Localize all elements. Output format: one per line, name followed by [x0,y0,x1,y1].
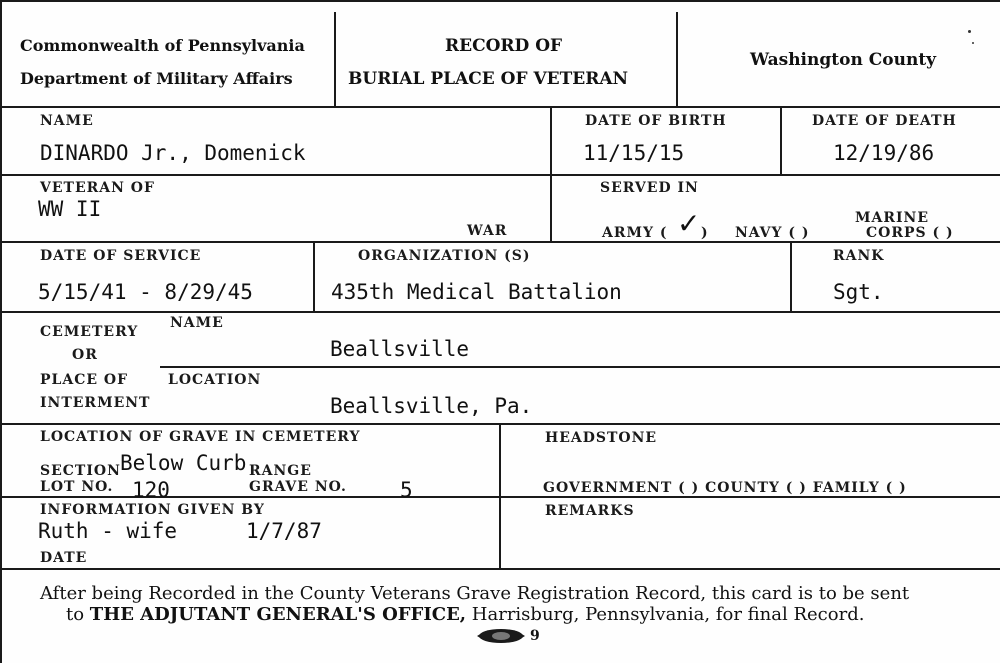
rank-label: RANK [833,248,885,264]
footer-line-2 [66,606,864,624]
organization-label: ORGANIZATION (S) [358,248,531,264]
lot-number-value: 120 [132,478,170,502]
army-checkmark: ✓ [677,207,701,240]
rule-header-div1 [334,12,336,106]
header-department: Department of Military Affairs [20,69,293,88]
range-label: RANGE [249,463,312,479]
grave-location-label: LOCATION OF GRAVE IN CEMETERY [40,429,361,445]
section-value: Below Curb [120,451,247,475]
rule-veteran-div [550,176,552,241]
cemetery-name-value: Beallsville [330,337,470,361]
remarks-label: REMARKS [545,503,635,519]
served-in-label: SERVED IN [600,180,699,196]
information-date-value: 1/7/87 [246,519,322,543]
date-of-birth-value: 11/15/15 [583,141,685,165]
information-given-by-value: Ruth - wife [38,519,178,543]
scan-speck [972,42,974,44]
rule-cemetery-name-underline [160,366,1000,368]
rule-header-bottom [0,106,1000,108]
date-label: DATE [40,550,88,566]
header-record-of: RECORD OF [445,36,563,56]
rule-service-div2 [790,243,792,311]
union-bug-logo [476,627,526,649]
headstone-options: GOVERNMENT ( ) COUNTY ( ) FAMILY ( ) [543,480,907,496]
cemetery-location-value: Beallsville, Pa. [330,394,533,418]
marine-corps-label: CORPS ( ) [866,225,954,241]
date-of-death-value: 12/19/86 [833,141,935,165]
union-number: 9 [530,628,540,644]
header-commonwealth: Commonwealth of Pennsylvania [20,36,305,55]
information-given-by-label: INFORMATION GIVEN BY [40,502,265,518]
rule-service-div1 [313,243,315,311]
footer-line-1: After being Recorded in the County Veterans Grave Registration Record, this card is to be sent [40,583,910,604]
footer-line-2-suffix: Harrisburg, Pennsylvania, for final Record. [466,604,865,625]
army-label: ARMY ( [602,225,668,241]
veteran-of-label: VETERAN OF [40,180,155,196]
rule-name-div2 [780,108,782,174]
scan-speck [968,30,971,33]
cemetery-name-label: NAME [170,315,224,331]
rule-name-bottom [0,174,1000,176]
army-close-paren: ) [701,225,709,241]
footer-office-name: THE ADJUTANT GENERAL'S OFFICE, [89,604,467,625]
footer-line-2-prefix: to [66,604,90,625]
rank-value: Sgt. [833,280,884,304]
section-label: SECTION [40,463,121,479]
header-county: Washington County [750,50,937,70]
navy-label: NAVY ( ) [735,225,810,241]
date-of-service-label: DATE OF SERVICE [40,248,202,264]
name-label: NAME [40,113,94,129]
war-label: WAR [467,223,508,239]
or-label: OR [72,347,98,363]
rule-name-div1 [550,108,552,174]
organization-value: 435th Medical Battalion [331,280,622,304]
rule-top [0,0,1000,2]
rule-left [0,0,2,663]
rule-info-bottom [0,568,1000,570]
veteran-of-value: WW II [38,197,102,221]
lot-number-label: LOT NO. [40,479,114,495]
header-burial-place: BURIAL PLACE OF VETERAN [348,69,629,89]
union-bug-icon [476,627,526,645]
date-of-service-value: 5/15/41 - 8/29/45 [38,280,253,304]
cemetery-location-label: LOCATION [168,372,262,388]
rule-service-bottom [0,311,1000,313]
date-of-birth-label: DATE OF BIRTH [585,113,727,129]
place-of-label: PLACE OF [40,372,129,388]
interment-label: INTERMENT [40,395,151,411]
headstone-label: HEADSTONE [545,430,658,446]
date-of-death-label: DATE OF DEATH [812,113,957,129]
cemetery-label: CEMETERY [40,324,139,340]
rule-header-div2 [676,12,678,106]
marine-label: MARINE [855,210,930,226]
rule-veteran-bottom [0,241,1000,243]
grave-number-value: 5 [400,478,413,502]
grave-number-label: GRAVE NO. [249,479,347,495]
name-value: DINARDO Jr., Domenick [40,141,306,165]
